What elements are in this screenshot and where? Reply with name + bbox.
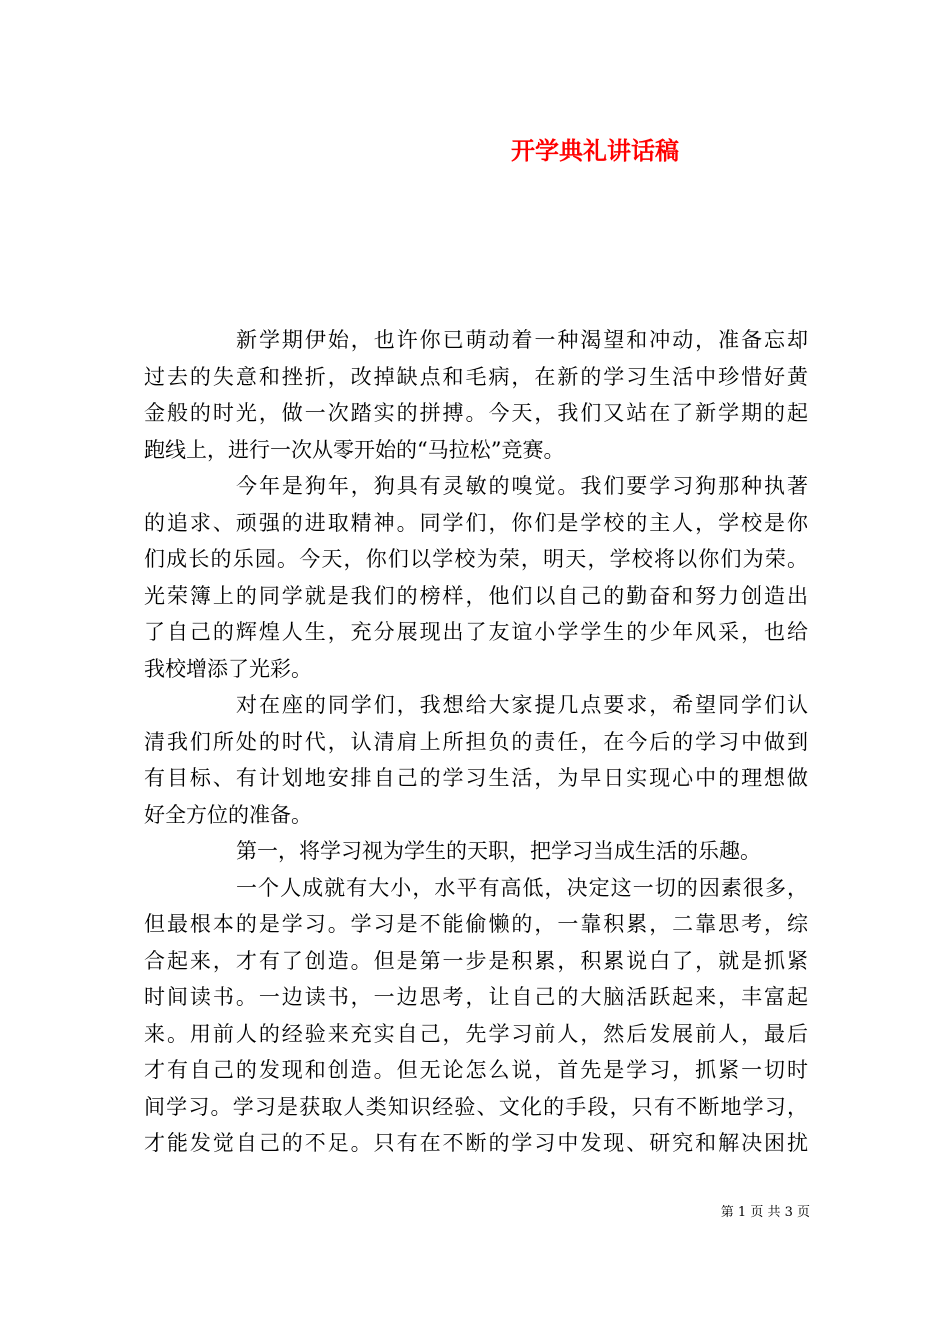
text-line: 今年是狗年，狗具有灵敏的嗅觉。我们要学习狗那种执著	[236, 474, 808, 498]
text-line: 才有自己的发现和创造。但无论怎么说，首先是学习，抓紧一切时	[144, 1058, 808, 1082]
text-line: 好全方位的准备。	[144, 802, 312, 827]
text-line: 清我们所处的时代，认清肩上所担负的责任，在今后的学习中做到	[144, 729, 808, 754]
text-line: 一个人成就有大小，水平有高低，决定这一切的因素很多，	[236, 875, 808, 900]
text-line: 第一，将学习视为学生的天职，把学习当成生活的乐趣。	[236, 839, 761, 863]
paragraph-3	[144, 687, 808, 833]
text-line: 们成长的乐园。今天，你们以学校为荣，明天，学校将以你们为荣。	[144, 547, 808, 571]
text-line: 才能发觉自己的不足。只有在不断的学习中发现、研究和解决困扰	[144, 1131, 808, 1155]
text-line: 合起来，才有了创造。但是第一步是积累，积累说白了，就是抓紧	[144, 948, 808, 973]
text-line: 跑线上，进行一次从零开始的“马拉松”竞赛。	[144, 437, 565, 462]
text-line: 新学期伊始，也许你已萌动着一种渴望和冲动，准备忘却	[236, 328, 808, 352]
text-line: 有目标、有计划地安排自己的学习生活，为早日实现心中的理想做	[144, 766, 808, 790]
text-line: 了自己的辉煌人生，充分展现出了友谊小学学生的少年风采，也给	[144, 620, 808, 644]
text-line: 光荣簿上的同学就是我们的榜样，他们以自己的勤奋和努力创造出	[144, 583, 808, 608]
document-body	[144, 322, 808, 1162]
text-line: 间学习。学习是获取人类知识经验、文化的手段，只有不断地学习，	[144, 1094, 808, 1119]
paragraph-1	[144, 322, 808, 468]
document-title: 开学典礼讲话稿	[511, 136, 679, 165]
text-line: 来。用前人的经验来充实自己，先学习前人，然后发展前人，最后	[144, 1021, 808, 1046]
text-line: 金般的时光，做一次踏实的拼搏。今天，我们又站在了新学期的起	[144, 401, 808, 425]
text-line: 过去的失意和挫折，改掉缺点和毛病，在新的学习生活中珍惜好黄	[144, 364, 808, 389]
paragraph-5	[144, 870, 808, 1162]
text-line: 对在座的同学们，我想给大家提几点要求，希望同学们认	[236, 693, 808, 717]
paragraph-4	[144, 833, 808, 870]
text-line: 我校增添了光彩。	[144, 656, 312, 681]
text-line: 时间读书。一边读书，一边思考，让自己的大脑活跃起来，丰富起	[144, 985, 808, 1009]
text-line: 但最根本的是学习。学习是不能偷懒的，一靠积累，二靠思考，综	[144, 912, 808, 936]
text-line: 的追求、顽强的进取精神。同学们，你们是学校的主人，学校是你	[144, 510, 808, 535]
page-number-footer: 第 1 页 共 3 页	[720, 1205, 810, 1220]
paragraph-2	[144, 468, 808, 687]
